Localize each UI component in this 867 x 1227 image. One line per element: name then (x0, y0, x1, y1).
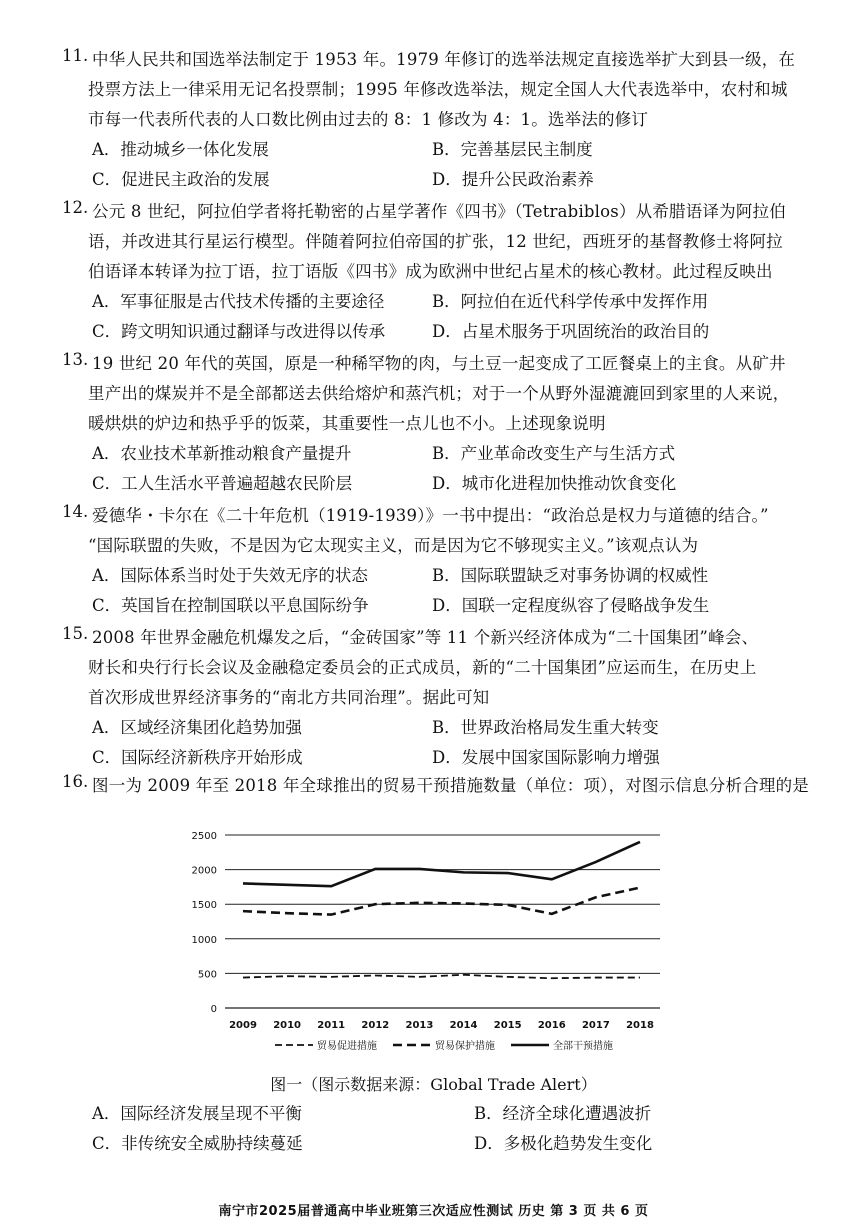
question-text-line: 暖烘烘的炉边和热乎乎的饭菜，其重要性一点儿也不小。上述现象说明 (88, 414, 606, 433)
legend-label: 全部干预措施 (553, 1041, 613, 1052)
y-tick-label: 2500 (191, 831, 217, 842)
question-text-line: 公元 8 世纪，阿拉伯学者将托勒密的占星学著作《四书》（Tetrabiblos）从希腊语译为阿拉伯 (92, 202, 786, 221)
question-number: 14. (62, 502, 89, 521)
x-tick-label: 2016 (537, 1020, 566, 1031)
question-text-line: 投票方法上一律采用无记名投票制；1995 年修改选举法，规定全国人大代表选举中，农村和城 (88, 80, 788, 99)
answer-option[interactable]: D．提升公民政治素养 (432, 170, 594, 189)
question-text-line: 伯语译本转译为拉丁语，拉丁语版《四书》成为欧洲中世纪占星术的核心教材。此过程反映出 (88, 262, 773, 281)
legend-label: 贸易保护措施 (435, 1041, 495, 1052)
question-text-line: 首次形成世界经济事务的“南北方共同治理”。据此可知 (88, 688, 490, 707)
y-tick-label: 0 (210, 1004, 217, 1015)
answer-option[interactable]: B．国际联盟缺乏对事务协调的权威性 (432, 566, 709, 585)
x-tick-label: 2011 (317, 1020, 346, 1031)
answer-option[interactable]: C．工人生活水平普遍超越农民阶层 (92, 474, 353, 493)
series-line-0 (243, 975, 640, 978)
answer-option[interactable]: A．区域经济集团化趋势加强 (92, 718, 302, 737)
question-text-line: 语，并改进其行星运行模型。伴随着阿拉伯帝国的扩张，12 世纪，西班牙的基督教修士将阿拉 (88, 232, 783, 251)
series-line-2 (243, 842, 640, 886)
x-tick-label: 2014 (449, 1020, 478, 1031)
answer-option[interactable]: C．跨文明知识通过翻译与改进得以传承 (92, 322, 386, 341)
answer-option[interactable]: B．完善基层民主制度 (432, 140, 593, 159)
answer-option[interactable]: C．非传统安全威胁持续蔓延 (92, 1134, 303, 1153)
x-tick-label: 2010 (273, 1020, 302, 1031)
answer-option[interactable]: B．经济全球化遭遇波折 (474, 1104, 652, 1123)
question-text-line: 2008 年世界金融危机爆发之后，“金砖国家”等 11 个新兴经济体成为“二十国集团”峰会、 (92, 628, 759, 647)
question-text-line: “国际联盟的失败，不是因为它太现实主义，而是因为它不够现实主义。”该观点认为 (88, 536, 699, 555)
answer-option[interactable]: B．产业革命改变生产与生活方式 (432, 444, 676, 463)
answer-option[interactable]: A．军事征服是古代技术传播的主要途径 (92, 292, 385, 311)
x-tick-label: 2015 (493, 1020, 522, 1031)
question-text-line: 爱德华・卡尔在《二十年危机（1919-1939）》一书中提出：“政治总是权力与道德的结合。” (92, 506, 769, 525)
answer-option[interactable]: D．占星术服务于巩固统治的政治目的 (432, 322, 710, 341)
question-number: 13. (62, 350, 89, 369)
answer-option[interactable]: B．阿拉伯在近代科学传承中发挥作用 (432, 292, 709, 311)
y-tick-label: 500 (197, 969, 217, 981)
y-tick-label: 1500 (191, 900, 217, 912)
answer-option[interactable]: A．国际体系当时处于失效无序的状态 (92, 566, 368, 585)
question-text-line: 里产出的煤炭并不是全部都送去供给熔炉和蒸汽机；对于一个从野外湿漉漉回到家里的人来说， (88, 384, 790, 403)
question-number: 12. (62, 198, 89, 217)
answer-option[interactable]: C．促进民主政治的发展 (92, 170, 270, 189)
x-tick-label: 2009 (229, 1020, 257, 1031)
answer-option[interactable]: C．英国旨在控制国联以平息国际纷争 (92, 596, 369, 615)
question-number: 16. (62, 772, 89, 791)
trade-intervention-chart (180, 820, 680, 1065)
answer-option[interactable]: D．多极化趋势发生变化 (474, 1134, 653, 1153)
question-text-line: 市每一代表所代表的人口数比例由过去的 8：1 修改为 4：1。选举法的修订 (88, 110, 649, 129)
x-tick-label: 2013 (405, 1020, 434, 1031)
answer-option[interactable]: D．城市化进程加快推动饮食变化 (432, 474, 677, 493)
chart-caption: 图一（图示数据来源：Global Trade Alert） (270, 1075, 597, 1094)
x-tick-label: 2017 (581, 1020, 610, 1031)
x-tick-label: 2018 (626, 1020, 654, 1031)
answer-option[interactable]: D．国联一定程度纵容了侵略战争发生 (432, 596, 710, 615)
series-line-1 (243, 888, 640, 915)
answer-option[interactable]: A．推动城乡一体化发展 (92, 140, 269, 159)
answer-option[interactable]: A．农业技术革新推动粮食产量提升 (92, 444, 352, 463)
answer-option[interactable]: D．发展中国家国际影响力增强 (432, 748, 660, 767)
page-footer: 南宁市2025届普通高中毕业班第三次适应性测试 历史 第 3 页 共 6 页 (218, 1204, 649, 1219)
question-text-line: 中华人民共和国选举法制定于 1953 年。1979 年修订的选举法规定直接选举扩大到县一级，在 (92, 50, 796, 69)
question-text-line: 19 世纪 20 年代的英国，原是一种稀罕物的肉，与土豆一起变成了工匠餐桌上的主食。从矿井 (92, 354, 786, 373)
answer-option[interactable]: A．国际经济发展呈现不平衡 (92, 1104, 302, 1123)
question-number: 15. (62, 624, 89, 643)
question-number: 11. (62, 46, 89, 65)
legend-label: 贸易促进措施 (317, 1041, 377, 1052)
answer-option[interactable]: B．世界政治格局发生重大转变 (432, 718, 659, 737)
x-tick-label: 2012 (361, 1020, 390, 1031)
question-text-line: 图一为 2009 年至 2018 年全球推出的贸易干预措施数量（单位：项），对图示信息分析合理的是 (92, 776, 810, 795)
answer-option[interactable]: C．国际经济新秩序开始形成 (92, 748, 303, 767)
y-tick-label: 1000 (191, 934, 217, 946)
y-tick-label: 2000 (191, 865, 217, 877)
question-text-line: 财长和央行行长会议及金融稳定委员会的正式成员，新的“二十国集团”应运而生，在历史上 (88, 658, 757, 677)
